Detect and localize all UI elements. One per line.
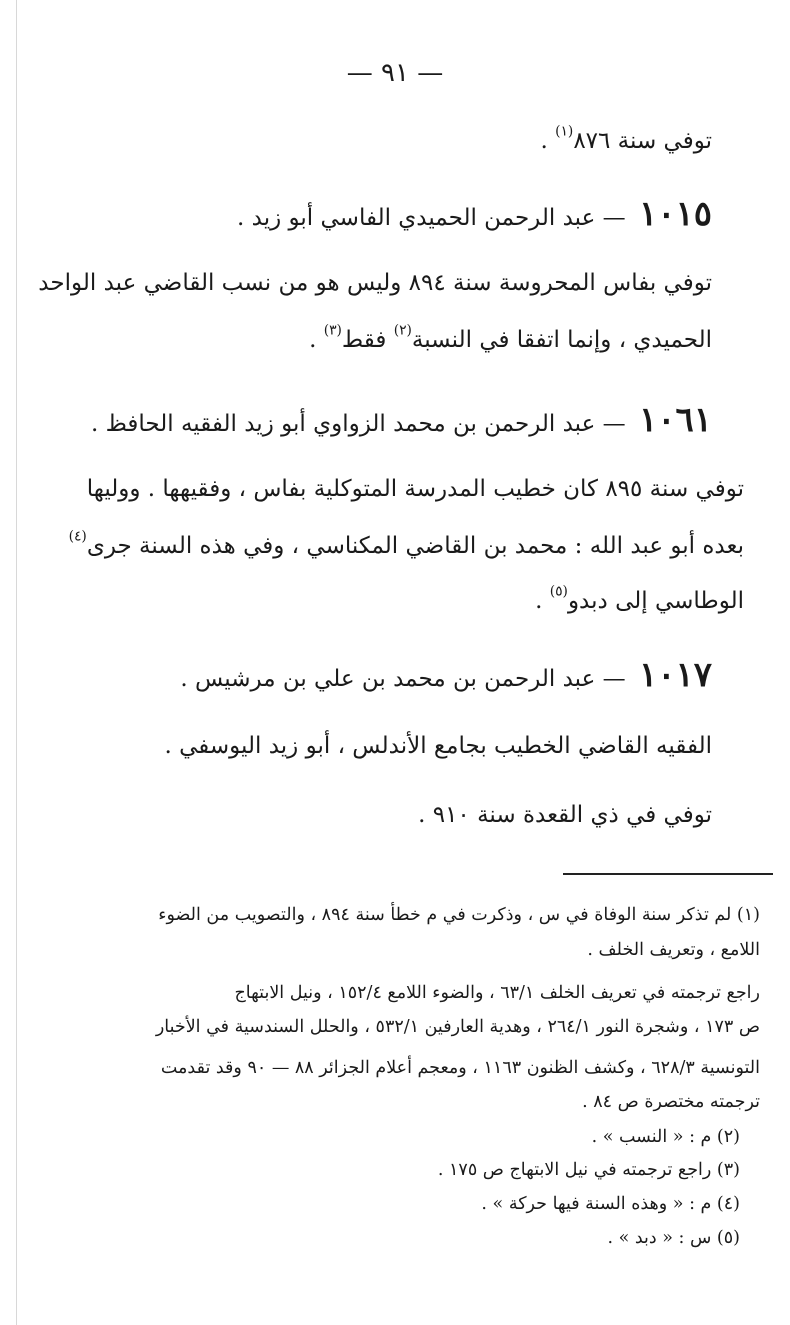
entry-text-line: توفي في ذي القعدة سنة ٩١٠ . [418, 802, 712, 828]
entry-heading: ١٠١٥ — عبد الرحمن الحميدي الفاسي أبو زيد . [237, 194, 712, 234]
entry-number: ١٠٦١ [638, 400, 712, 440]
footnote-line: (٥) س : « دبد » . [607, 1228, 740, 1248]
page-number: — ٩١ — [346, 58, 444, 88]
footnote-ref: (٣) [323, 322, 342, 339]
intro-line: توفي سنة ٨٧٦$^{(١)}$ . [540, 123, 712, 154]
entry-text-line: توفي بفاس المحروسة سنة ٨٩٤ وليس هو من نسب القاضي عبد الواحد [38, 270, 712, 296]
footnote-ref: (٢) [393, 322, 412, 339]
footnote-line: اللامع ، وتعريف الخلف . [587, 940, 760, 960]
entry-number: ١٠١٧ [638, 655, 712, 695]
footnote-ref: (٤) [68, 528, 87, 545]
footnote-line: ترجمته مختصرة ص ٨٤ . [582, 1092, 760, 1112]
footnote-ref: (٥) [549, 583, 568, 600]
footnote-line: (٤) م : « وهذه السنة فيها حركة » . [481, 1194, 740, 1214]
binding-edge [16, 0, 17, 1325]
entry-number: ١٠١٥ [638, 194, 712, 234]
entry-text-line: الحميدي ، وإنما اتفقا في النسبة$^{(٢)}$ فقط$^{(٣)}$ . [309, 322, 712, 353]
entry-heading: ١٠١٧ — عبد الرحمن بن محمد بن علي بن مرشيس . [180, 655, 712, 695]
footnote-line: التونسية ٦٢٨/٣ ، وكشف الظنون ١١٦٣ ، ومعجم أعلام الجزائر ٨٨ — ٩٠ وقد تقدمت [160, 1058, 760, 1078]
footnote-line: راجع ترجمته في تعريف الخلف ٦٣/١ ، والضوء اللامع ١٥٢/٤ ، ونيل الابتهاج [234, 983, 760, 1003]
footnote-line: (٢) م : « النسب » . [591, 1127, 740, 1147]
entry-text-line: الوطاسي إلى دبدو$^{(٥)}$ . [535, 583, 744, 614]
footnote-ref: (١) [555, 123, 574, 140]
footnote-line: (٣) راجع ترجمته في نيل الابتهاج ص ١٧٥ . [437, 1160, 740, 1180]
footnote-line: ص ١٧٣ ، وشجرة النور ٢٦٤/١ ، وهدية العارفين ٥٣٢/١ ، والحلل السندسية في الأخبار [155, 1017, 760, 1037]
entry-text-line: بعده أبو عبد الله : محمد بن القاضي المكناسي ، وفي هذه السنة جرى$^{(٤)}$ [68, 528, 744, 559]
entry-text-line: توفي سنة ٨٩٥ كان خطيب المدرسة المتوكلية بفاس ، وفقيهها . ووليها [86, 476, 744, 502]
footnote-line: (١) لم تذكر سنة الوفاة في س ، وذكرت في م خطأ سنة ٨٩٤ ، والتصويب من الضوء [158, 905, 760, 925]
footnote-separator [563, 873, 773, 875]
entry-text-line: الفقيه القاضي الخطيب بجامع الأندلس ، أبو زيد اليوسفي . [164, 733, 712, 759]
entry-heading: ١٠٦١ — عبد الرحمن بن محمد الزواوي أبو زيد الفقيه الحافظ . [90, 400, 712, 440]
